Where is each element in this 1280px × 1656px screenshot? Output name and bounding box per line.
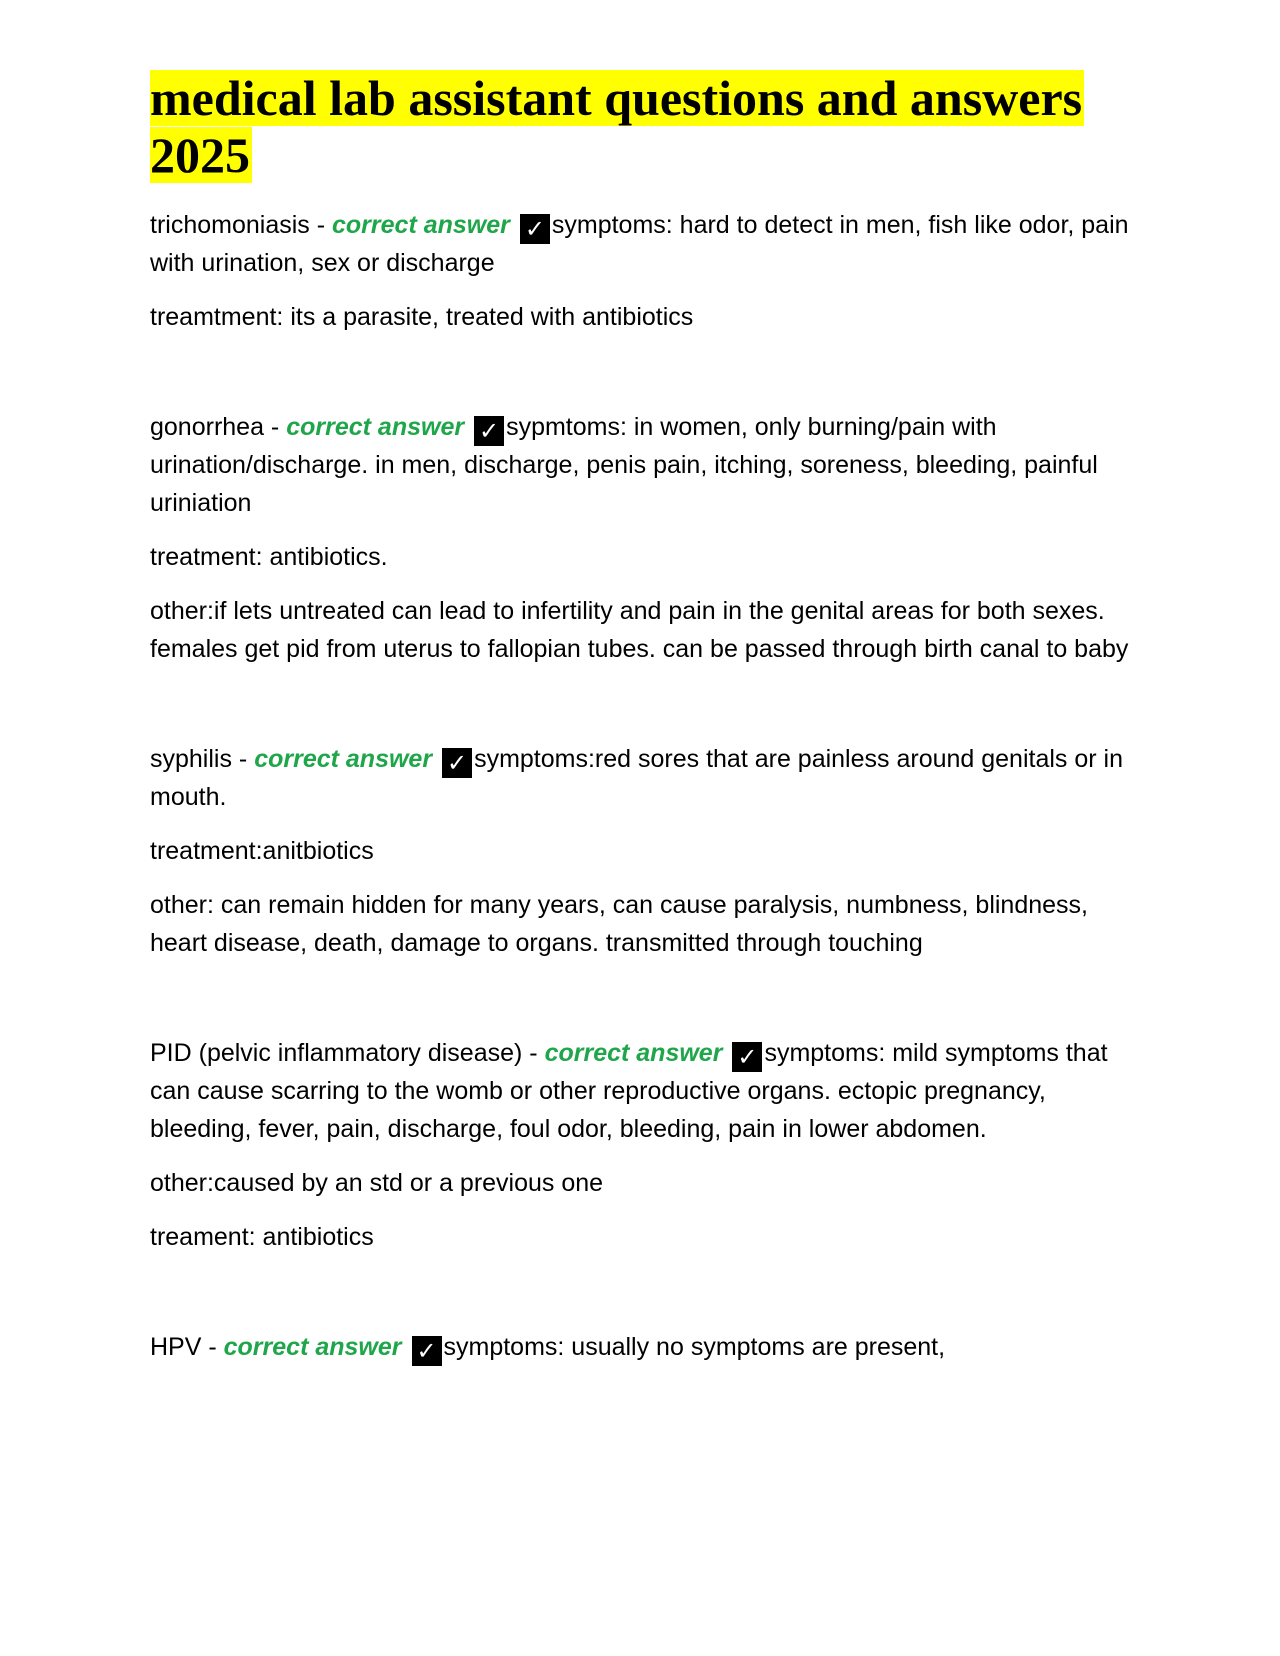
qa-detail-line: treamtment: its a parasite, treated with antibiotics (150, 303, 694, 331)
check-icon: ✓ (520, 214, 550, 244)
qa-detail-line: other:if lets untreated can lead to infertility and pain in the genital areas for both sexes. females get pid from uterus to fallopian tubes. can be passed through birth canal to baby (150, 597, 1129, 663)
qa-entry (150, 1328, 1130, 1366)
document-page (150, 70, 1130, 1382)
correct-answer-label: correct answer (544, 1039, 723, 1067)
correct-answer-label: correct answer (286, 413, 465, 441)
qa-definition: symptoms: hard to detect in men, fish like odor, pain with urination, sex or discharge (150, 211, 1129, 277)
qa-question-line (150, 408, 1130, 522)
qa-entry (150, 206, 1130, 336)
qa-detail-line: other:caused by an std or a previous one (150, 1169, 604, 1197)
qa-entry (150, 1034, 1130, 1256)
check-icon: ✓ (412, 1336, 442, 1366)
correct-answer-label: correct answer (254, 745, 433, 773)
qa-entry (150, 740, 1130, 962)
qa-question-line (150, 1034, 1130, 1148)
qa-term: trichomoniasis - (150, 211, 332, 239)
title-highlight: medical lab assistant questions and answers 2025 (150, 70, 1083, 183)
qa-detail-line: treatment: antibiotics. (150, 543, 388, 571)
check-icon: ✓ (442, 748, 472, 778)
qa-entry (150, 408, 1130, 668)
check-icon: ✓ (732, 1042, 762, 1072)
qa-question-line (150, 1328, 1130, 1366)
qa-detail-line: other: can remain hidden for many years, can cause paralysis, numbness, blindness, heart disease, death, damage to organs. transmitted through touching (150, 891, 1088, 957)
qa-entries (150, 206, 1130, 1366)
check-icon: ✓ (474, 416, 504, 446)
qa-detail-line: treament: antibiotics (150, 1223, 374, 1251)
qa-definition: symptoms: mild symptoms that can cause scarring to the womb or other reproductive organs. ectopic pregnancy, bleeding, fever, pain, discharge, foul odor, bleeding, pain in lower abdomen. (150, 1039, 1108, 1143)
qa-detail-line: treatment:anitbiotics (150, 837, 374, 865)
qa-term: PID (pelvic inflammatory disease) - (150, 1039, 545, 1067)
qa-definition: symptoms:red sores that are painless around genitals or in mouth. (150, 745, 1124, 811)
qa-term: gonorrhea - (150, 413, 287, 441)
qa-term: syphilis - (150, 745, 255, 773)
correct-answer-label: correct answer (223, 1333, 402, 1361)
document-title (150, 70, 1130, 184)
correct-answer-label: correct answer (332, 211, 510, 239)
qa-question-line (150, 740, 1130, 816)
qa-term: HPV - (150, 1333, 224, 1361)
qa-question-line (150, 206, 1130, 282)
qa-definition: sypmtoms: in women, only burning/pain with urination/discharge. in men, discharge, penis pain, itching, soreness, bleeding, painful uriniation (150, 413, 1098, 517)
qa-definition: symptoms: usually no symptoms are present, (443, 1333, 946, 1361)
